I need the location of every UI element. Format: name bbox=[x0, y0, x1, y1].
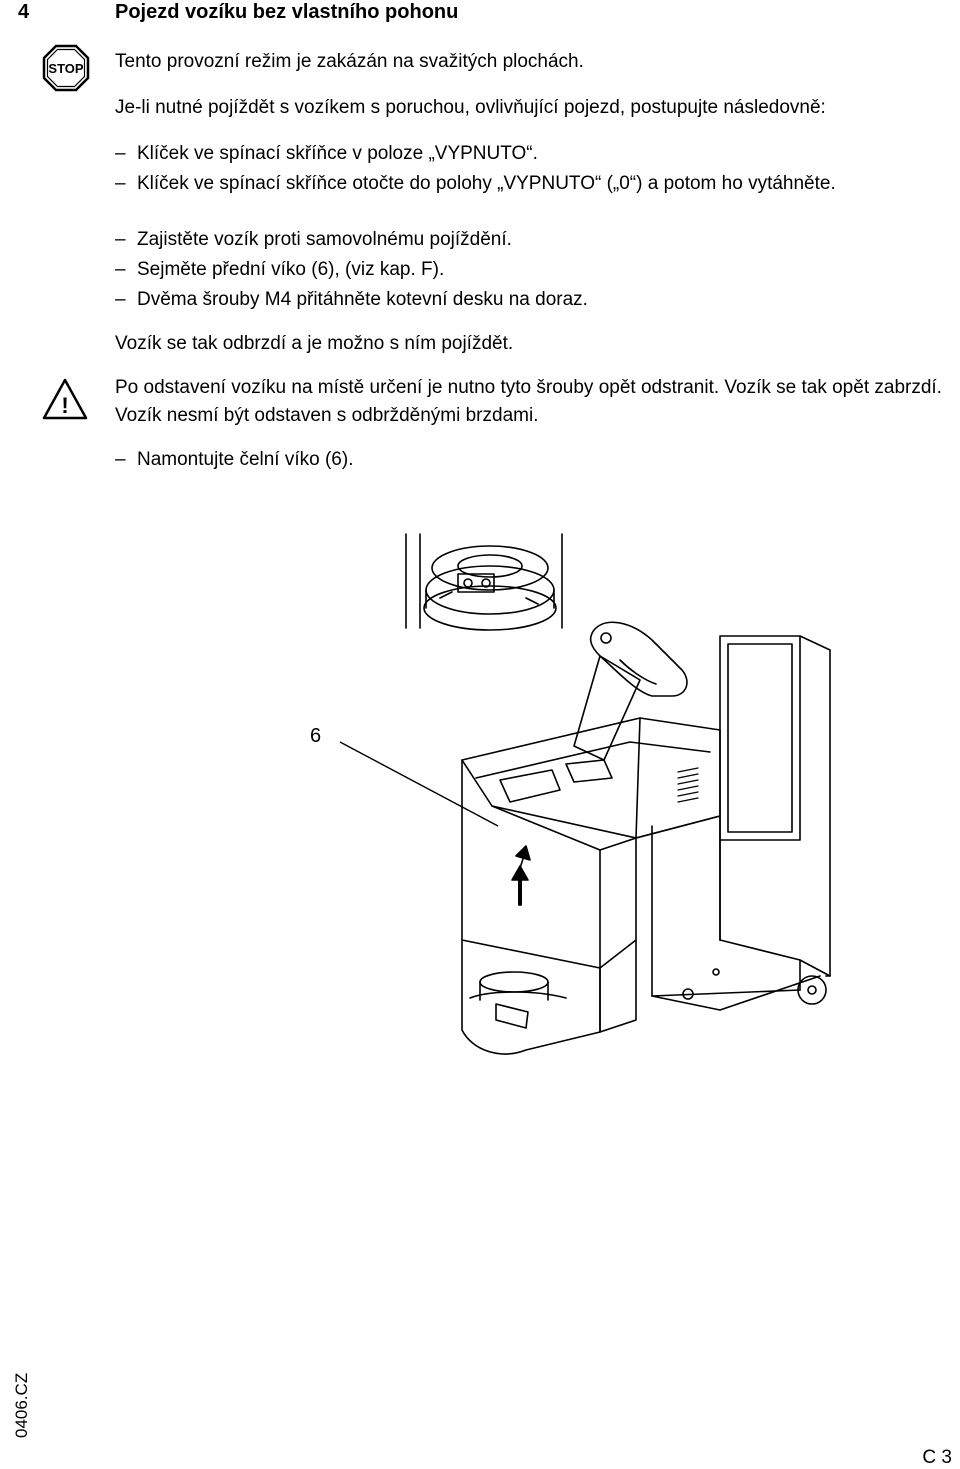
list-item bbox=[115, 446, 954, 474]
list-dash: – bbox=[115, 173, 126, 194]
list-dash: – bbox=[115, 259, 126, 280]
section-title: Pojezd vozíku bez vlastního pohonu bbox=[115, 1, 459, 23]
result-text: Vozík se tak odbrzdí a je možno s ním pojíždět. bbox=[115, 333, 514, 354]
list-item-text: Namontujte čelní víko (6). bbox=[137, 449, 354, 470]
warning-triangle-icon bbox=[42, 378, 88, 420]
list-item-text: Dvěma šrouby M4 přitáhněte kotevní desku na doraz. bbox=[137, 289, 588, 310]
warning-mark: ! bbox=[61, 393, 69, 418]
list-dash: – bbox=[115, 143, 126, 164]
list-item bbox=[115, 256, 954, 284]
list-dash: – bbox=[115, 449, 126, 470]
list-item bbox=[115, 170, 954, 198]
list-item-text: Sejměte přední víko (6), (viz kap. F). bbox=[137, 259, 445, 280]
stop-note: Tento provozní režim je zakázán na svažitých plochách. bbox=[115, 51, 584, 72]
list-item bbox=[115, 226, 954, 254]
list-dash: – bbox=[115, 229, 126, 250]
list-item-text: Klíček ve spínací skříňce v poloze „VYPNUTO“. bbox=[137, 143, 538, 164]
list-item-text: Zajistěte vozík proti samovolnému pojíždění. bbox=[137, 229, 512, 250]
section-number: 4 bbox=[18, 1, 30, 23]
page-number: C 3 bbox=[922, 1447, 952, 1468]
warning-text: Po odstavení vozíku na místě určení je nutno tyto šrouby opět odstranit. Vozík se tak opět zabrzdí. Vozík nesmí být odstaven s odbržděnými brzdami. bbox=[115, 377, 942, 426]
list-item-text: Klíček ve spínací skříňce otočte do polohy „VYPNUTO“ („0“) a potom ho vytáhněte. bbox=[137, 173, 836, 194]
figure-callout-label: 6 bbox=[310, 725, 322, 747]
truck-illustration bbox=[300, 520, 960, 1380]
list-dash: – bbox=[115, 289, 126, 310]
stop-sign-icon bbox=[42, 44, 90, 92]
list-item bbox=[115, 286, 954, 314]
stop-sign-text: STOP bbox=[48, 61, 84, 76]
list-item bbox=[115, 140, 954, 168]
intro-text: Je-li nutné pojíždět s vozíkem s poruchou, ovlivňující pojezd, postupujte následovně: bbox=[115, 97, 826, 118]
document-code: 0406.CZ bbox=[12, 1372, 31, 1438]
